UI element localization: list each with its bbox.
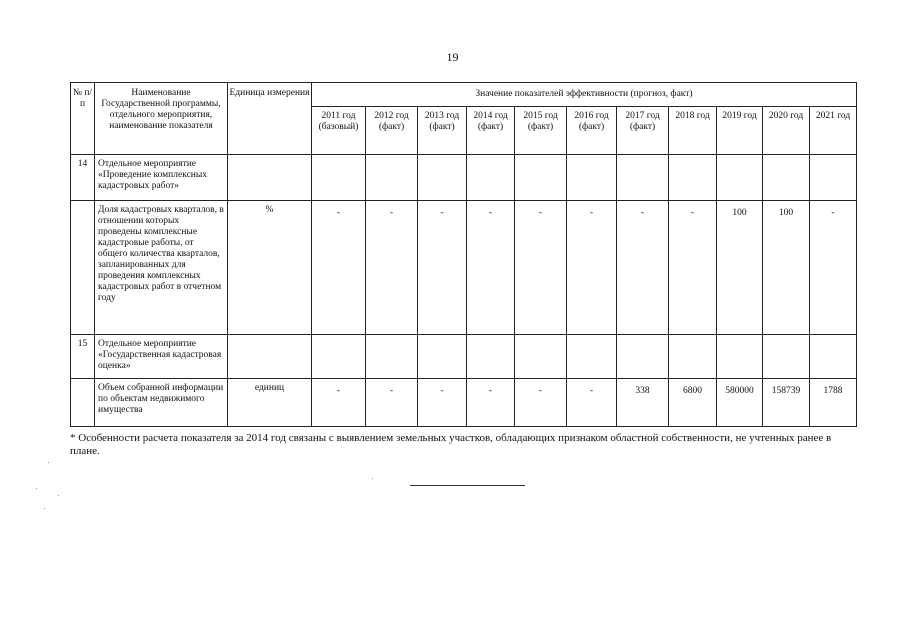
indicators-table xyxy=(70,82,857,427)
row-value: 1788 xyxy=(810,379,857,427)
row-value: - xyxy=(515,379,567,427)
row-value: 6800 xyxy=(669,379,717,427)
row-value xyxy=(567,155,617,201)
row-value xyxy=(810,155,857,201)
header-year: 2014 год (факт) xyxy=(467,107,515,155)
row-unit: единиц xyxy=(228,379,312,427)
scan-speck xyxy=(48,462,49,463)
header-year: 2019 год xyxy=(717,107,763,155)
row-value: 100 xyxy=(763,201,810,335)
row-value xyxy=(567,335,617,379)
row-name: Отдельное мероприятие «Государственная кадастровая оценка» xyxy=(95,335,228,379)
row-value xyxy=(515,335,567,379)
row-name: Отдельное мероприятие «Проведение комплексных кадастровых работ» xyxy=(95,155,228,201)
row-value xyxy=(717,155,763,201)
table-row xyxy=(71,379,857,427)
row-value xyxy=(763,335,810,379)
row-num: 15 xyxy=(71,335,95,379)
row-value: - xyxy=(312,201,366,335)
row-value: - xyxy=(567,201,617,335)
row-value xyxy=(418,155,467,201)
scan-speck xyxy=(36,488,37,489)
row-value xyxy=(418,335,467,379)
row-value: - xyxy=(669,201,717,335)
row-value: - xyxy=(515,201,567,335)
row-value xyxy=(467,335,515,379)
row-value xyxy=(810,335,857,379)
row-value xyxy=(617,335,669,379)
row-value xyxy=(669,155,717,201)
row-name: Объем собранной информации по объектам недвижимого имущества xyxy=(95,379,228,427)
header-name: Наименование Государственной программы, отдельного мероприятия, наименование показателя xyxy=(95,83,228,155)
row-value xyxy=(312,335,366,379)
row-unit: % xyxy=(228,201,312,335)
header-year: 2017 год (факт) xyxy=(617,107,669,155)
row-value: - xyxy=(312,379,366,427)
row-value: 158739 xyxy=(763,379,810,427)
row-num xyxy=(71,379,95,427)
row-value xyxy=(717,335,763,379)
row-name: Доля кадастровых кварталов, в отношении которых проведены комплексные кадастровые работы, от общего количества кварталов, запланированных для проведения комплексных кадастровых работ в отчетном году xyxy=(95,201,228,335)
row-value: 580000 xyxy=(717,379,763,427)
table-body xyxy=(71,155,857,427)
row-unit xyxy=(228,155,312,201)
header-year: 2013 год (факт) xyxy=(418,107,467,155)
table-row xyxy=(71,335,857,379)
header-values-group: Значение показателей эффективности (прогноз, факт) xyxy=(312,83,857,107)
header-year: 2015 год (факт) xyxy=(515,107,567,155)
row-value xyxy=(366,335,418,379)
row-value: - xyxy=(366,379,418,427)
row-value: 338 xyxy=(617,379,669,427)
row-value xyxy=(312,155,366,201)
row-value: - xyxy=(418,379,467,427)
table-header xyxy=(71,83,857,155)
row-value: - xyxy=(810,201,857,335)
row-value: - xyxy=(617,201,669,335)
row-value: - xyxy=(567,379,617,427)
scan-speck xyxy=(44,508,45,509)
table-row xyxy=(71,155,857,201)
row-value xyxy=(366,155,418,201)
header-year: 2021 год xyxy=(810,107,857,155)
closing-rule xyxy=(410,485,525,486)
page-number: 19 xyxy=(446,50,459,64)
row-value xyxy=(515,155,567,201)
header-num: № п/п xyxy=(71,83,95,155)
row-value xyxy=(467,155,515,201)
row-value: - xyxy=(467,201,515,335)
row-value: - xyxy=(366,201,418,335)
row-num: 14 xyxy=(71,155,95,201)
row-value: 100 xyxy=(717,201,763,335)
table-row xyxy=(71,201,857,335)
row-value xyxy=(763,155,810,201)
row-num xyxy=(71,201,95,335)
scan-speck xyxy=(58,495,59,496)
header-year: 2012 год (факт) xyxy=(366,107,418,155)
row-value: - xyxy=(418,201,467,335)
row-value xyxy=(669,335,717,379)
row-value: - xyxy=(467,379,515,427)
row-value xyxy=(617,155,669,201)
header-year: 2011 год (базовый) xyxy=(312,107,366,155)
header-unit: Единица измерения xyxy=(228,83,312,155)
header-year: 2020 год xyxy=(763,107,810,155)
row-unit xyxy=(228,335,312,379)
scan-speck xyxy=(372,478,373,479)
header-year: 2018 год xyxy=(669,107,717,155)
header-year: 2016 год (факт) xyxy=(567,107,617,155)
footnote: * Особенности расчета показателя за 2014 год связаны с выявлением земельных участков, обладающих признаком областной собственности, не учтенных ранее в плане. xyxy=(70,432,832,457)
